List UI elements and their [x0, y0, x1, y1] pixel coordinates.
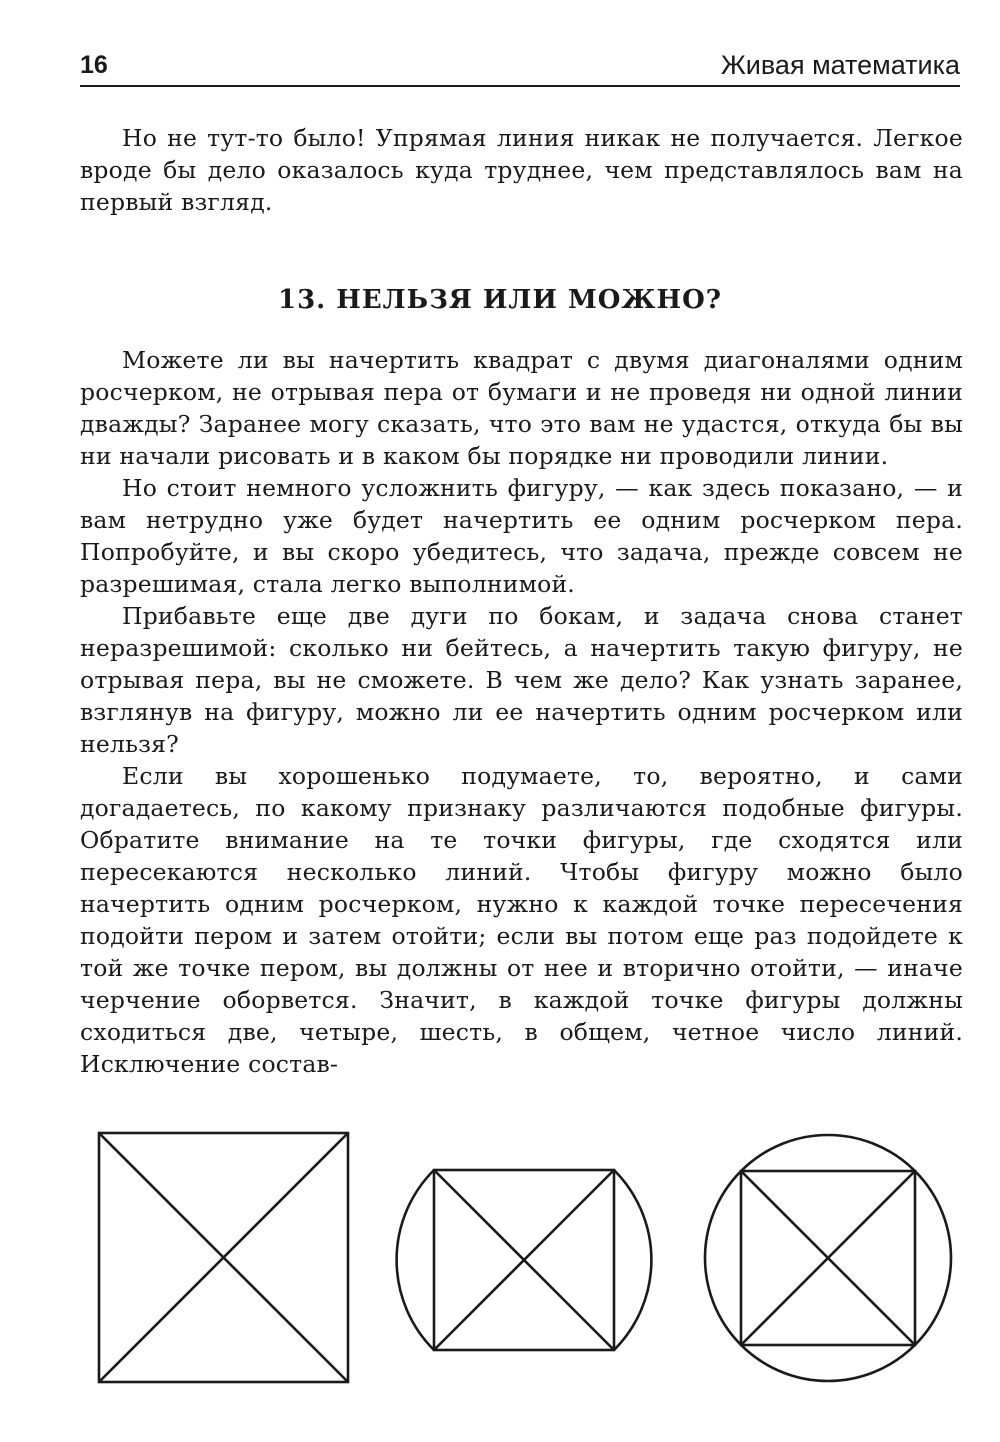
paragraph: Можете ли вы начертить квадрат с двумя диагоналями одним росчерком, не отрывая пера от бумаги и не проведя ни одной линии дважды? Заранее могу сказать, что это вам не удастся, откуда бы вы ни начали рисовать и в каком бы порядке ни проводили линии. — [80, 346, 963, 470]
running-title: Живая математика — [720, 50, 960, 80]
section-body — [80, 344, 963, 1080]
figures-row — [0, 1100, 1000, 1420]
paragraph: Но не тут-то было! Упрямая линия никак не получается. Легкое вроде бы дело оказалось куда труднее, чем представлялось вам на первый взгляд. — [80, 124, 963, 216]
figure-square-with-diagonals — [99, 1133, 348, 1382]
intro-text — [80, 122, 963, 218]
left-arc — [397, 1170, 434, 1350]
page-number: 16 — [80, 51, 108, 79]
figure-square-in-circle — [705, 1135, 951, 1381]
header-rule — [80, 85, 960, 87]
paragraph: Прибавьте еще две дуги по бокам, и задача снова станет неразрешимой: сколько ни бейтесь, а начертить такую фигуру, не отрывая пера, вы не сможете. В чем же дело? Как узнать заранее, взглянув на фигуру, можно ли ее начертить одним росчерком или нельзя? — [80, 602, 963, 758]
figure-square-with-side-arcs — [397, 1170, 652, 1350]
paragraph: Но стоит немного усложнить фигуру, — как здесь показано, — и вам нетрудно уже будет начертить ее одним росчерком пера. Попробуйте, и вы скоро убедитесь, что задача, прежде совсем не разрешимая, стала легко выполнимой. — [80, 474, 963, 598]
section-title: 13. НЕЛЬЗЯ ИЛИ МОЖНО? — [277, 285, 722, 315]
right-arc — [614, 1170, 651, 1350]
paragraph: Если вы хорошенько подумаете, то, вероятно, и сами догадаетесь, по какому признаку различаются подобные фигуры. Обратите внимание на те точки фигуры, где сходятся или пересекаются несколько линий. Чтобы фигуру можно было начертить одним росчерком, нужно к каждой точке пересечения подойти пером и затем отойти; если вы потом еще раз подойдете к той же точке пером, вы должны от нее и вторично отойти, — иначе черчение оборвется. Значит, в каждой точке фигуры должны сходиться две, четыре, шесть, в общем, четное число линий. Исключение состав- — [80, 762, 963, 1078]
